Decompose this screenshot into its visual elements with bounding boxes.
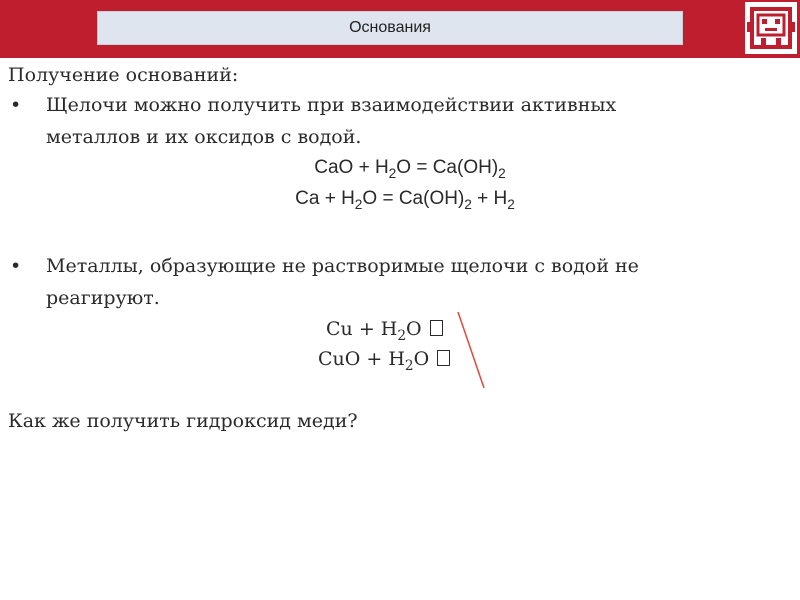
bullet2-line1: Металлы, образующие не растворимые щелочи с водой не — [46, 255, 639, 277]
equation-ca: $Ca + H_2O = Ca(OH)_2 + H_2$ — [295, 188, 515, 212]
equation-cu: $Cu + H_2O$ — [326, 318, 443, 344]
slide-title-text: Основания — [349, 19, 431, 36]
bullet2-line2: реагируют. — [46, 287, 160, 309]
bullet-marker: • — [10, 94, 22, 116]
equation-cuo: CuO + $H_2O$ — [318, 348, 450, 374]
equation-cao: CaO + $H_2O = Ca(OH)_2$ — [314, 157, 506, 181]
bullet-marker: • — [10, 255, 22, 277]
section-heading: Получение оснований: — [8, 64, 239, 86]
bullet1-line2: металлов и их оксидов с водой. — [46, 126, 362, 148]
bullet1-line1: Щелочи можно получить при взаимодействии активных — [46, 94, 617, 116]
closing-question: Как же получить гидроксид меди? — [8, 410, 358, 432]
